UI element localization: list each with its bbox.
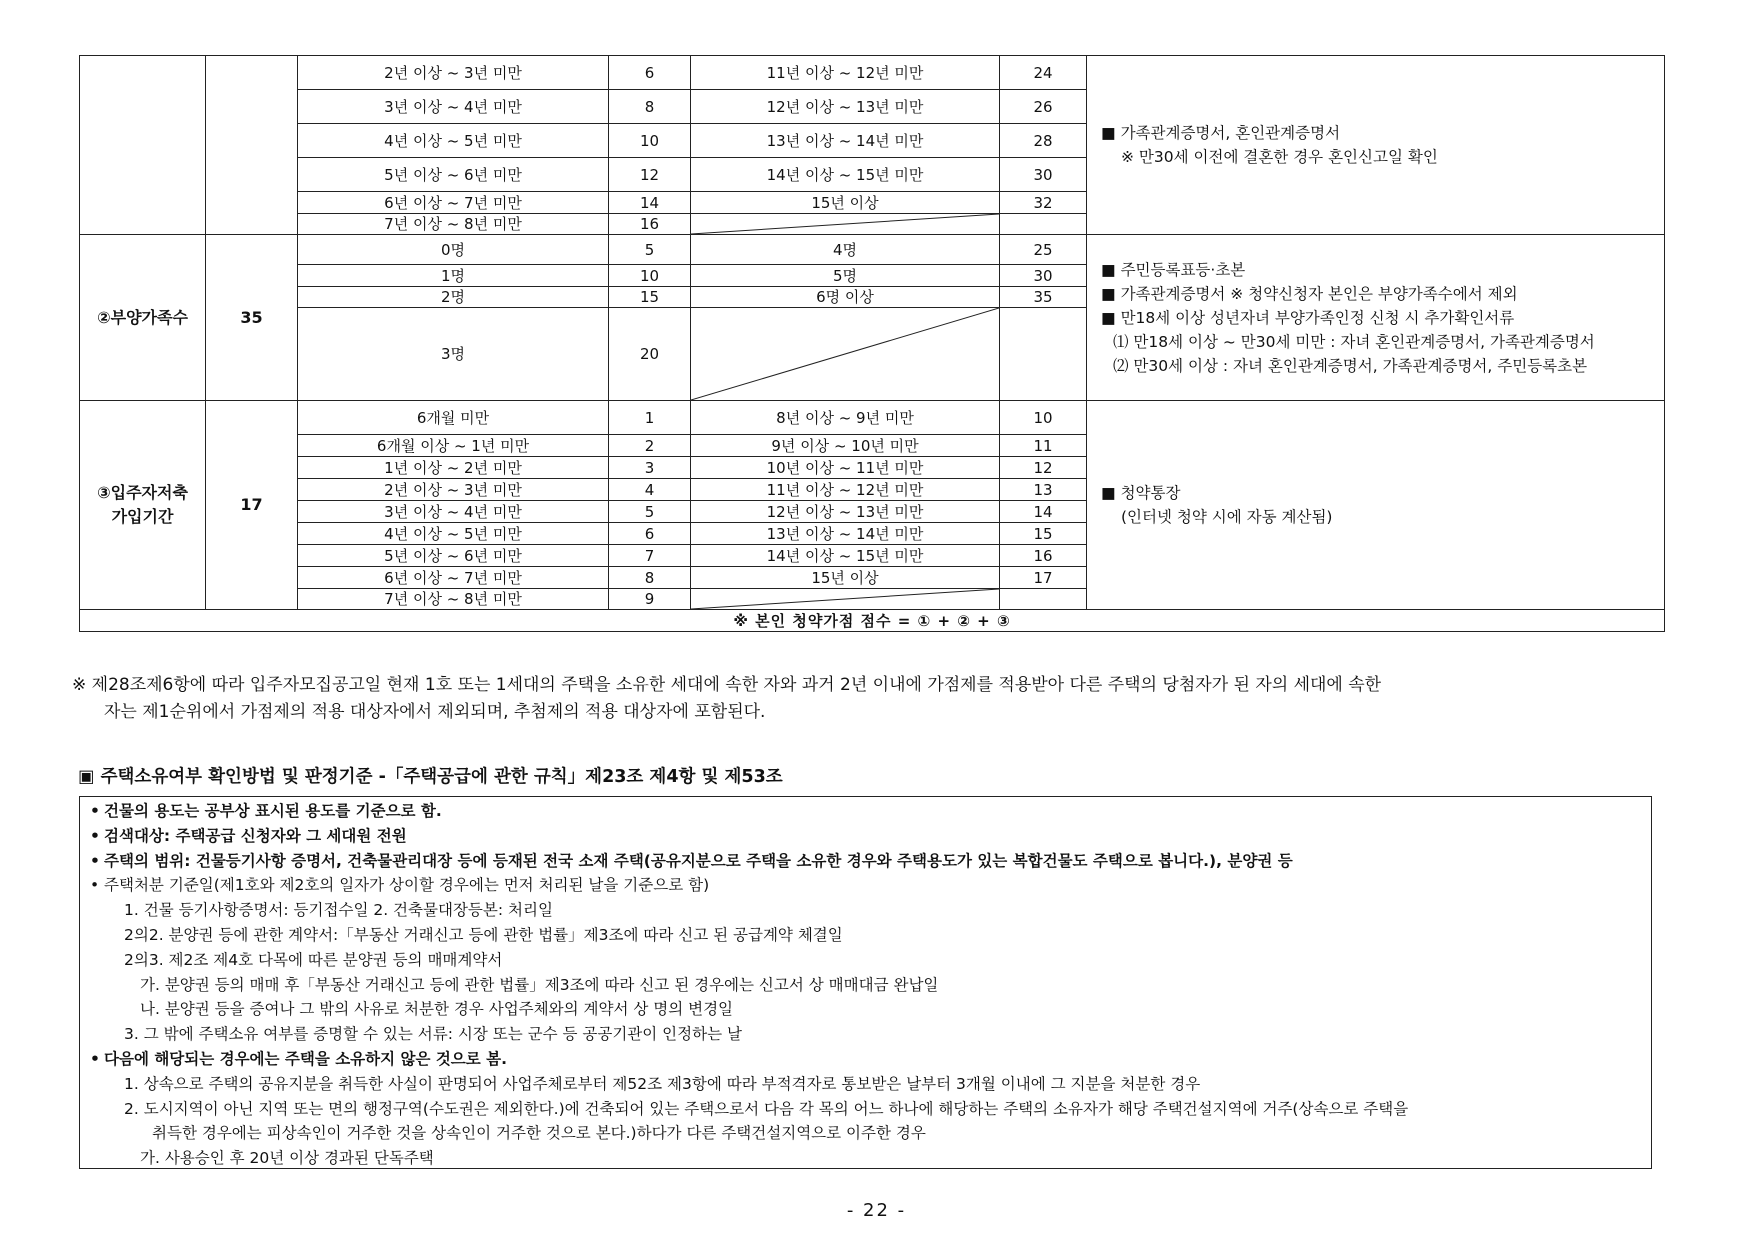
range-cell: 3명 (298, 308, 609, 401)
score-cell: 35 (1000, 287, 1087, 308)
category-savings-period (80, 401, 206, 610)
range-cell: 14년 이상 ~ 15년 미만 (691, 158, 1000, 192)
score-cell: 4 (609, 479, 691, 501)
max-points: 35 (206, 235, 298, 401)
doc-line: ■ 청약통장 (1101, 484, 1181, 502)
range-cell: 5년 이상 ~ 6년 미만 (298, 545, 609, 567)
score-cell: 16 (609, 214, 691, 235)
rule-item: • 검색대상: 주택공급 신청자와 그 세대원 전원 (80, 824, 1651, 849)
score-cell: 14 (1000, 501, 1087, 523)
required-documents-cell (1087, 235, 1665, 401)
page-number: - 22 - (846, 1200, 907, 1221)
score-cell: 9 (609, 589, 691, 610)
range-cell: 1년 이상 ~ 2년 미만 (298, 457, 609, 479)
rule-subitem: 2의2. 분양권 등에 관한 계약서:「부동산 거래신고 등에 관한 법률」제3조에 따라 신고 된 공급계약 체결일 (124, 925, 843, 944)
score-cell: 24 (1000, 56, 1087, 90)
score-cell: 20 (609, 308, 691, 401)
doc-line: ■ 가족관계증명서 ※ 청약신청자 본인은 부양가족수에서 제외 (1101, 284, 1518, 303)
section-title: ▣ 주택소유여부 확인방법 및 판정기준 -「주택공급에 관한 규칙」제23조 제4항 및 제53조 (78, 767, 783, 787)
range-cell: 4명 (691, 235, 1000, 265)
note-line: ※ 제28조제6항에 따라 입주자모집공고일 현재 1호 또는 1세대의 주택을 소유한 세대에 속한 자와 과거 2년 이내에 가점제를 적용받아 다른 주택의 당첨자가 된 자의 세대에 속한 (72, 675, 1382, 695)
doc-line: ■ 주민등록표등·초본 (1101, 260, 1246, 279)
points-cell-empty (206, 56, 298, 235)
category-cell-empty (80, 56, 206, 235)
range-cell: 5년 이상 ~ 6년 미만 (298, 158, 609, 192)
rule-subitem: 1. 건물 등기사항증명서: 등기접수일 2. 건축물대장등본: 처리일 (124, 901, 553, 920)
range-cell: 6년 이상 ~ 7년 미만 (298, 567, 609, 589)
rule-item: • 주택의 범위: 건물등기사항 증명서, 건축물관리대장 등에 등재된 전국 소재 주택(공유지분으로 주택을 소유한 경우와 주택용도가 있는 복합건물도 주택으로 봅니다.), 분양권 등 (80, 849, 1651, 874)
score-cell: 12 (609, 158, 691, 192)
score-cell: 12 (1000, 457, 1087, 479)
range-cell: 2명 (298, 287, 609, 308)
category-dependents: ②부양가족수 (80, 235, 206, 401)
range-cell: 4년 이상 ~ 5년 미만 (298, 124, 609, 158)
range-cell: 3년 이상 ~ 4년 미만 (298, 501, 609, 523)
rule-subitem: 가. 사용승인 후 20년 이상 경과된 단독주택 (140, 1149, 434, 1168)
score-cell: 10 (609, 124, 691, 158)
range-cell: 8년 이상 ~ 9년 미만 (691, 401, 1000, 435)
score-cell: 30 (1000, 158, 1087, 192)
empty-diagonal-cell (691, 589, 1000, 610)
range-cell: 9년 이상 ~ 10년 미만 (691, 435, 1000, 457)
score-cell: 1 (609, 401, 691, 435)
exclusion-note (72, 672, 1672, 726)
range-cell: 5명 (691, 265, 1000, 287)
score-cell: 10 (609, 265, 691, 287)
doc-line: ⑵ 만30세 이상 : 자녀 혼인관계증명서, 가족관계증명서, 주민등록초본 (1113, 356, 1588, 375)
required-documents-cell (1087, 401, 1665, 610)
score-cell: 26 (1000, 90, 1087, 124)
range-cell: 7년 이상 ~ 8년 미만 (298, 589, 609, 610)
range-cell: 12년 이상 ~ 13년 미만 (691, 501, 1000, 523)
rule-subitem: 3. 그 밖에 주택소유 여부를 증명할 수 있는 서류: 시장 또는 군수 등 공공기관이 인정하는 날 (124, 1025, 742, 1044)
rule-item: • 다음에 해당되는 경우에는 주택을 소유하지 않은 것으로 봄. (80, 1047, 1651, 1072)
score-cell: 15 (609, 287, 691, 308)
range-cell: 11년 이상 ~ 12년 미만 (691, 479, 1000, 501)
range-cell: 13년 이상 ~ 14년 미만 (691, 124, 1000, 158)
table-row (80, 235, 1665, 265)
score-cell-empty (1000, 214, 1087, 235)
score-cell: 5 (609, 501, 691, 523)
score-cell: 5 (609, 235, 691, 265)
score-cell: 6 (609, 523, 691, 545)
score-cell: 14 (609, 192, 691, 214)
range-cell: 11년 이상 ~ 12년 미만 (691, 56, 1000, 90)
score-table (79, 55, 1665, 632)
score-cell: 7 (609, 545, 691, 567)
range-cell: 7년 이상 ~ 8년 미만 (298, 214, 609, 235)
rule-subitem: 취득한 경우에는 피상속인이 거주한 것을 상속인이 거주한 것으로 본다.)하다가 다른 주택건설지역으로 이주한 경우 (152, 1124, 926, 1143)
range-cell: 14년 이상 ~ 15년 미만 (691, 545, 1000, 567)
score-cell: 8 (609, 90, 691, 124)
category-line: 가입기간 (111, 507, 174, 526)
max-points: 17 (206, 401, 298, 610)
score-cell: 8 (609, 567, 691, 589)
score-cell: 16 (1000, 545, 1087, 567)
score-cell: 11 (1000, 435, 1087, 457)
range-cell: 3년 이상 ~ 4년 미만 (298, 90, 609, 124)
doc-line: (인터넷 청약 시에 자동 계산됨) (1121, 508, 1333, 526)
score-cell: 3 (609, 457, 691, 479)
rule-item: • 주택처분 기준일(제1호와 제2호의 일자가 상이할 경우에는 먼저 처리된 날을 기준으로 함) (80, 873, 1651, 898)
score-cell: 15 (1000, 523, 1087, 545)
rule-subitem: 2의3. 제2조 제4호 다목에 따른 분양권 등의 매매계약서 (124, 950, 503, 969)
table-row (80, 56, 1665, 90)
range-cell: 6개월 이상 ~ 1년 미만 (298, 435, 609, 457)
range-cell: 10년 이상 ~ 11년 미만 (691, 457, 1000, 479)
empty-diagonal-cell (691, 308, 1000, 401)
score-cell: 6 (609, 56, 691, 90)
note-line: 자는 제1순위에서 가점제의 적용 대상자에서 제외되며, 추첨제의 적용 대상자에 포함된다. (104, 702, 766, 722)
score-cell: 30 (1000, 265, 1087, 287)
range-cell: 15년 이상 (691, 192, 1000, 214)
range-cell: 2년 이상 ~ 3년 미만 (298, 56, 609, 90)
range-cell: 6년 이상 ~ 7년 미만 (298, 192, 609, 214)
range-cell: 12년 이상 ~ 13년 미만 (691, 90, 1000, 124)
score-cell-empty (1000, 308, 1087, 401)
table-row-total (80, 610, 1665, 632)
rule-subitem: 나. 분양권 등을 증여나 그 밖의 사유로 처분한 경우 사업주체와의 계약서 상 명의 변경일 (140, 1000, 734, 1019)
rule-item: • 건물의 용도는 공부상 표시된 용도를 기준으로 함. (80, 799, 1651, 824)
home-ownership-rules-box (79, 796, 1652, 1169)
score-cell: 17 (1000, 567, 1087, 589)
rule-subitem: 1. 상속으로 주택의 공유지분을 취득한 사실이 판명되어 사업주체로부터 제52조 제3항에 따라 부적격자로 통보받은 날부터 3개월 이내에 그 지분을 처분한 경우 (124, 1074, 1201, 1093)
range-cell: 1명 (298, 265, 609, 287)
range-cell: 6개월 미만 (298, 401, 609, 435)
empty-diagonal-cell (691, 214, 1000, 235)
doc-line: ■ 가족관계증명서, 혼인관계증명서 (1101, 124, 1341, 142)
range-cell: 13년 이상 ~ 14년 미만 (691, 523, 1000, 545)
range-cell: 15년 이상 (691, 567, 1000, 589)
score-cell: 28 (1000, 124, 1087, 158)
range-cell: 0명 (298, 235, 609, 265)
score-cell-empty (1000, 589, 1087, 610)
score-cell: 10 (1000, 401, 1087, 435)
total-score-formula: ※ 본인 청약가점 점수 = ① + ② + ③ (80, 610, 1665, 632)
score-cell: 32 (1000, 192, 1087, 214)
category-line: ③입주자저축 (97, 483, 188, 502)
doc-line: ■ 만18세 이상 성년자녀 부양가족인정 신청 시 추가확인서류 (1101, 308, 1515, 327)
range-cell: 6명 이상 (691, 287, 1000, 308)
doc-line: ※ 만30세 이전에 결혼한 경우 혼인신고일 확인 (1121, 148, 1438, 166)
range-cell: 2년 이상 ~ 3년 미만 (298, 479, 609, 501)
score-cell: 25 (1000, 235, 1087, 265)
range-cell: 4년 이상 ~ 5년 미만 (298, 523, 609, 545)
required-documents-cell (1087, 56, 1665, 235)
doc-line: ⑴ 만18세 이상 ~ 만30세 미만 : 자녀 혼인관계증명서, 가족관계증명서 (1113, 332, 1595, 351)
rule-subitem: 2. 도시지역이 아닌 지역 또는 면의 행정구역(수도권은 제외한다.)에 건축되어 있는 주택으로서 다음 각 목의 어느 하나에 해당하는 주택의 소유자가 해당 주택건설지역에 거주(상속으로 주택을 (124, 1099, 1409, 1118)
table-row (80, 401, 1665, 435)
rule-subitem: 가. 분양권 등의 매매 후「부동산 거래신고 등에 관한 법률」제3조에 따라 신고 된 경우에는 신고서 상 매매대금 완납일 (140, 975, 939, 994)
score-cell: 13 (1000, 479, 1087, 501)
score-cell: 2 (609, 435, 691, 457)
